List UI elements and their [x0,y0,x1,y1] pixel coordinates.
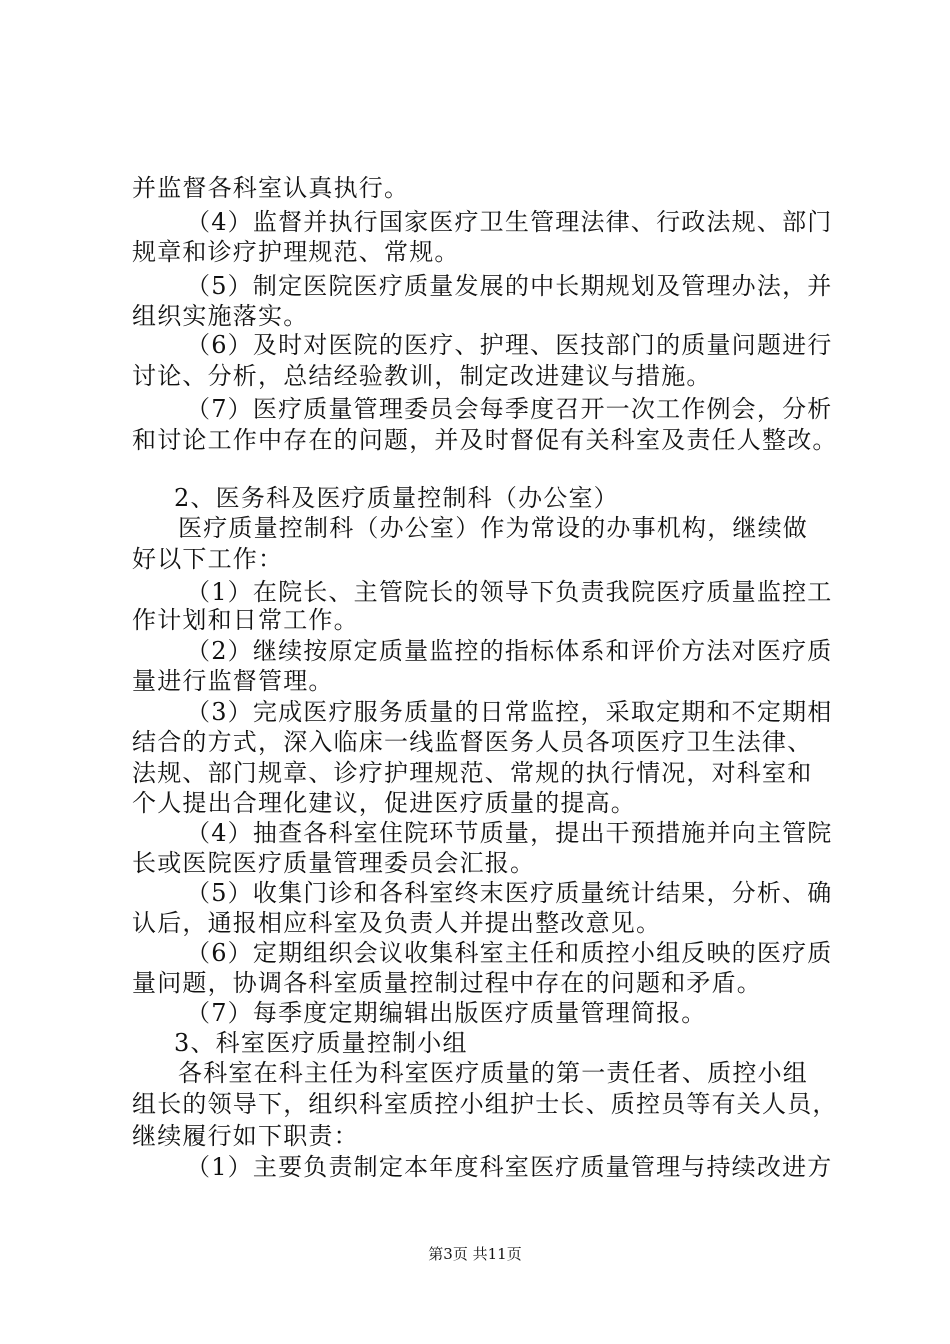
page-number-footer: 第3页 共11页 [428,1245,522,1263]
section-heading: 3、科室医疗质量控制小组 [174,1029,468,1057]
text-line: （4）抽查各科室住院环节质量，提出干预措施并向主管院 [186,819,833,847]
text-line: （7）医疗质量管理委员会每季度召开一次工作例会，分析 [186,395,833,423]
text-line: 作计划和日常工作。 [132,606,359,634]
text-line: 和讨论工作中存在的问题，并及时督促有关科室及责任人整改。 [132,426,838,454]
text-line: 组长的领导下，组织科室质控小组护士长、质控员等有关人员， [132,1090,838,1118]
text-line: 规章和诊疗护理规范、常规。 [132,238,460,266]
text-line: （6）定期组织会议收集科室主任和质控小组反映的医疗质 [186,939,833,967]
text-line: 认后，通报相应科室及负责人并提出整改意见。 [132,909,662,937]
text-line: 结合的方式，深入临床一线监督医务人员各项医疗卫生法律、 [132,728,813,756]
section-heading: 2、医务科及医疗质量控制科（办公室） [174,484,619,512]
text-line: （5）制定医院医疗质量发展的中长期规划及管理办法，并 [186,272,833,300]
text-line: （3）完成医疗服务质量的日常监控，采取定期和不定期相 [186,698,833,726]
text-line: 个人提出合理化建议，促进医疗质量的提高。 [132,789,636,817]
text-line: 医疗质量控制科（办公室）作为常设的办事机构，继续做 [178,514,808,542]
text-line: （2）继续按原定质量监控的指标体系和评价方法对医疗质 [186,637,833,665]
text-line: （4）监督并执行国家医疗卫生管理法律、行政法规、部门 [186,208,833,236]
text-line: 继续履行如下职责： [132,1122,359,1150]
text-line: （1）主要负责制定本年度科室医疗质量管理与持续改进方 [186,1153,833,1181]
text-line: （7）每季度定期编辑出版医疗质量管理简报。 [186,999,707,1027]
text-line: 各科室在科主任为科室医疗质量的第一责任者、质控小组 [178,1059,808,1087]
text-line: 组织实施落实。 [132,302,309,330]
text-line: （6）及时对医院的医疗、护理、医技部门的质量问题进行 [186,331,833,359]
text-line: 法规、部门规章、诊疗护理规范、常规的执行情况，对科室和 [132,759,813,787]
text-line: 并监督各科室认真执行。 [132,174,410,202]
text-line: （5）收集门诊和各科室终末医疗质量统计结果，分析、确 [186,879,833,907]
text-line: 讨论、分析，总结经验教训，制定改进建议与措施。 [132,362,712,390]
text-line: 量问题，协调各科室质量控制过程中存在的问题和矛盾。 [132,969,762,997]
text-line: 量进行监督管理。 [132,667,334,695]
text-line: （1）在院长、主管院长的领导下负责我院医疗质量监控工 [186,578,833,606]
text-line: 好以下工作： [132,545,284,573]
text-line: 长或医院医疗质量管理委员会汇报。 [132,849,536,877]
